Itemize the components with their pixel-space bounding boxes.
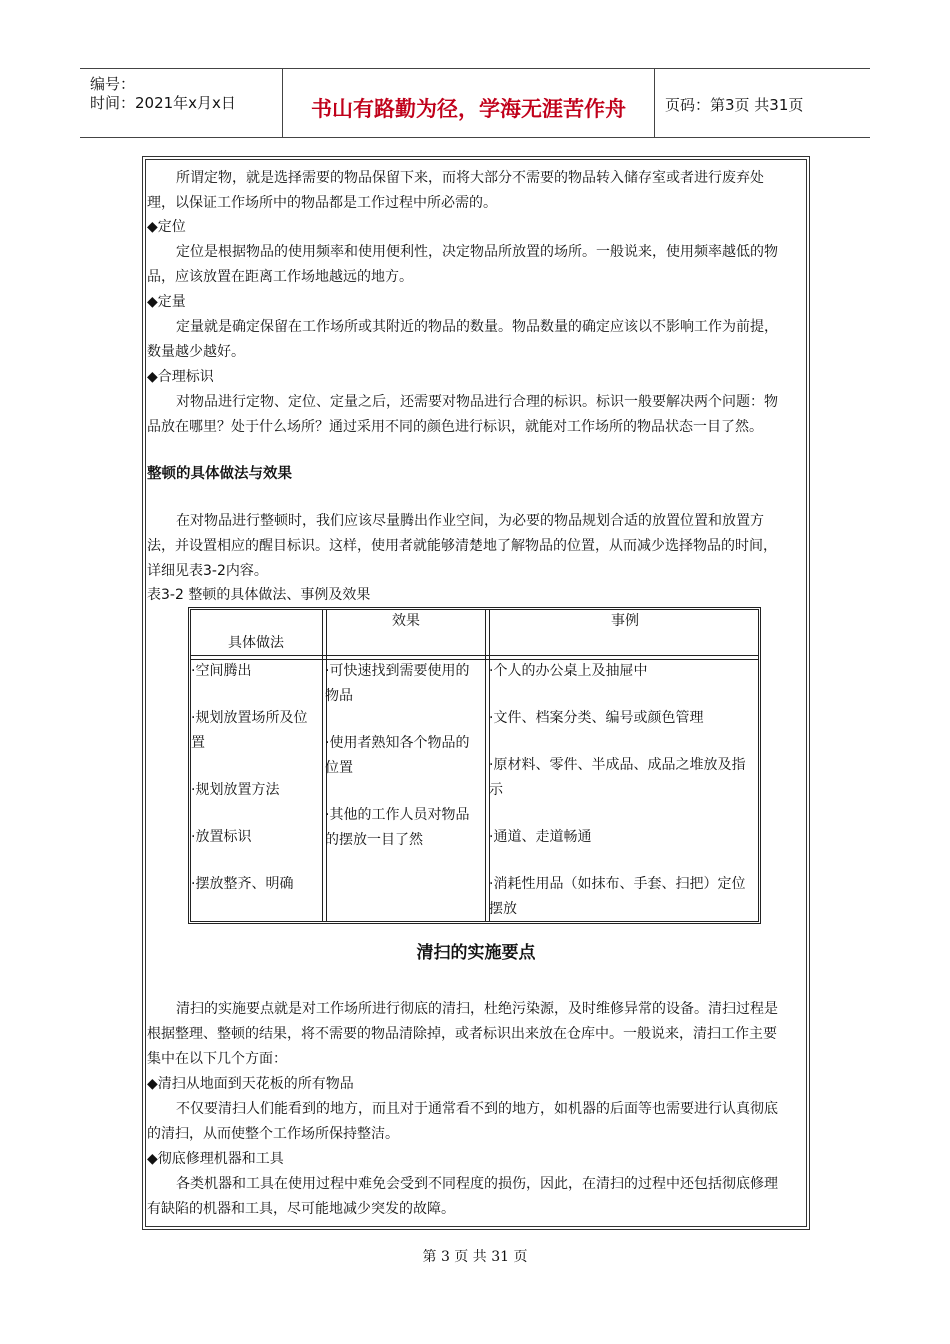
document-date: 时间：2021年x月x日 [90, 94, 236, 112]
table-cell: ·文件、档案分类、编号或颜色管理 [489, 710, 704, 726]
page-header [80, 68, 870, 138]
table-cell: 示 [489, 782, 503, 798]
header-page-cell [655, 69, 870, 137]
text-line: 所谓定物，就是选择需要的物品保留下来，而将大部分不需要的物品转入储存室或者进行废弃处 [176, 170, 764, 186]
table-cell: ·可快速找到需要使用的 [325, 663, 470, 679]
text-line: 的清扫，从而使整个工作场所保持整洁。 [147, 1126, 399, 1142]
text-line: 详细见表3-2内容。 [147, 563, 268, 579]
bullet-jiqi: ◆彻底修理机器和工具 [147, 1151, 284, 1167]
paragraph-heli [147, 390, 797, 440]
bullet-dingwei: ◆定位 [147, 219, 186, 235]
document-number: 编号： [90, 75, 136, 93]
table-cell: 置 [191, 735, 205, 751]
table-header-method: 具体做法 [228, 635, 284, 651]
table-cell: ·其他的工作人员对物品 [325, 807, 470, 823]
paragraph-diban [147, 1097, 797, 1147]
table-cell: ·使用者熟知各个物品的 [325, 735, 470, 751]
text-line: 清扫的实施要点就是对工作场所进行彻底的清扫，杜绝污染源，及时维修异常的设备。清扫过程是 [176, 1001, 778, 1017]
text-line: 不仅要清扫人们能看到的地方，而且对于通常看不到的地方，如机器的后面等也需要进行认真彻底 [176, 1101, 778, 1117]
table-cell: ·原材料、零件、半成品、成品之堆放及指 [489, 757, 746, 773]
text-line: 根据整理、整顿的结果，将不需要的物品清除掉，或者标识出来放在仓库中。一般说来，清扫工作主要 [147, 1026, 777, 1042]
table-cell: ·消耗性用品（如抹布、手套、扫把）定位 [489, 876, 746, 892]
text-line: 各类机器和工具在使用过程中难免会受到不同程度的损伤，因此，在清扫的过程中还包括彻底修理 [176, 1176, 778, 1192]
table-cell: ·放置标识 [191, 829, 252, 845]
table-header-example: 事例 [611, 613, 639, 629]
motto: 书山有路勤为径，学海无涯苦作舟 [311, 96, 626, 121]
paragraph-zhengdun [147, 509, 797, 584]
table-cell: ·摆放整齐、明确 [191, 876, 294, 892]
paragraph-qingsao [147, 997, 797, 1072]
page-footer: 第 3 页 共 31 页 [422, 1249, 528, 1265]
table-cell: 摆放 [489, 901, 517, 917]
table-cell: 的摆放一目了然 [325, 832, 423, 848]
text-line: 理，以保证工作场所中的物品都是工作过程中所必需的。 [147, 195, 497, 211]
zhengdun-table [188, 607, 761, 924]
paragraph-dingwu [147, 166, 797, 216]
table-header-effect: 效果 [392, 613, 420, 629]
text-line: 品放在哪里？处于什么场所？通过采用不同的颜色进行标识，就能对工作场所的物品状态一目了然。 [147, 419, 763, 435]
text-line: 数量越少越好。 [147, 344, 245, 360]
paragraph-dingliang [147, 315, 797, 365]
heading-qingsao: 清扫的实施要点 [416, 943, 536, 963]
table-cell: 物品 [325, 688, 353, 704]
bullet-dingliang: ◆定量 [147, 294, 186, 310]
bullet-diban: ◆清扫从地面到天花板的所有物品 [147, 1076, 354, 1092]
table-cell: ·规划放置场所及位 [191, 710, 308, 726]
paragraph-jiqi [147, 1172, 797, 1222]
table-cell: 位置 [325, 760, 353, 776]
table-caption: 表3-2 整顿的具体做法、事例及效果 [147, 587, 371, 603]
paragraph-dingwei [147, 240, 797, 290]
bullet-heli: ◆合理标识 [147, 369, 214, 385]
table-cell: ·空间腾出 [191, 663, 252, 679]
header-motto-cell [283, 69, 655, 137]
text-line: 集中在以下几个方面： [147, 1051, 287, 1067]
text-line: 对物品进行定物、定位、定量之后，还需要对物品进行合理的标识。标识一般要解决两个问题：物 [176, 394, 778, 410]
text-line: 在对物品进行整顿时，我们应该尽量腾出作业空间，为必要的物品规划合适的放置位置和放置方 [176, 513, 764, 529]
text-line: 品，应该放置在距离工作场地越远的地方。 [147, 269, 413, 285]
page-info: 页码：第3页 共31页 [665, 96, 804, 114]
header-meta-cell [80, 69, 283, 137]
table-cell: ·个人的办公桌上及抽屉中 [489, 663, 648, 679]
heading-zhengdun: 整顿的具体做法与效果 [147, 466, 292, 482]
table-cell: ·规划放置方法 [191, 782, 280, 798]
text-line: 定量就是确定保留在工作场所或其附近的物品的数量。物品数量的确定应该以不影响工作为前提， [176, 319, 778, 335]
text-line: 法，并设置相应的醒目标识。这样，使用者就能够清楚地了解物品的位置，从而减少选择物品的时间， [147, 538, 777, 554]
table-cell: ·通道、走道畅通 [489, 829, 592, 845]
text-line: 有缺陷的机器和工具，尽可能地减少突发的故障。 [147, 1201, 455, 1217]
text-line: 定位是根据物品的使用频率和使用便利性，决定物品所放置的场所。一般说来，使用频率越低的物 [176, 244, 778, 260]
